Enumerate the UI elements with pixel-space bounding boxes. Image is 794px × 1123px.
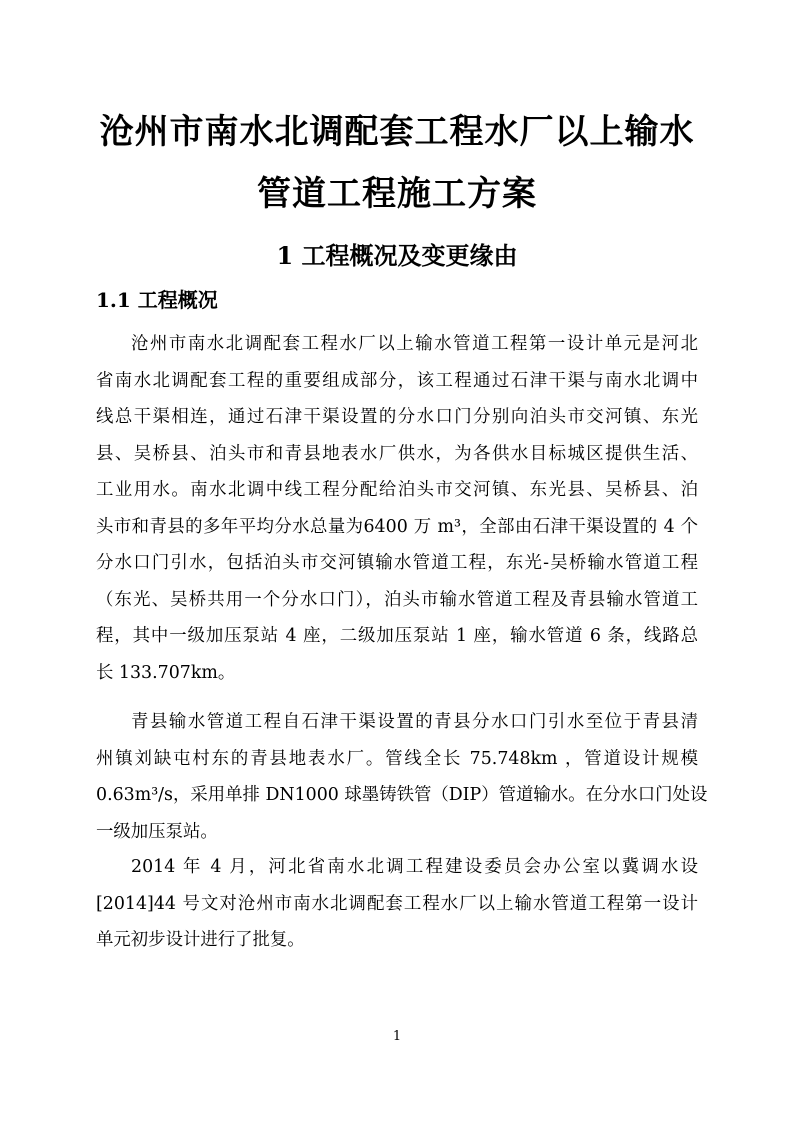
- paragraph-line: 青县输水管道工程自石津干渠设置的青县分水口门引水至位于青县清: [131, 712, 698, 732]
- paragraph-approval: [96, 849, 698, 959]
- paragraph-line: 线总干渠相连，通过石津干渠设置的分水口门分别向泊头市交河镇、东光: [96, 407, 698, 427]
- paragraph-line: 2014 年 4 月，河北省南水北调工程建设委员会办公室以冀调水设: [131, 857, 698, 877]
- paragraph-line: 省南水北调配套工程的重要组成部分，该工程通过石津干渠与南水北调中: [96, 370, 698, 391]
- paragraph-line: 长 133.707km。: [96, 662, 236, 683]
- section-heading: 1 工程概况及变更缘由: [276, 241, 518, 270]
- document-title-line-1: 沧州市南水北调配套工程水厂以上输水: [99, 112, 695, 152]
- paragraph-line: 县、吴桥县、泊头市和青县地表水厂供水，为各供水目标城区提供生活、: [96, 443, 698, 464]
- paragraph-line: 分水口门引水，包括泊头市交河镇输水管道工程，东光-吴桥输水管道工程: [96, 553, 698, 573]
- paragraph-line: [2014]44 号文对沧州市南水北调配套工程水厂以上输水管道工程第一设计: [96, 893, 698, 914]
- paragraph-line: 单元初步设计进行了批复。: [96, 930, 305, 950]
- paragraph-line: （东光、吴桥共用一个分水口门），泊头市输水管道工程及青县输水管道工: [96, 589, 698, 610]
- paragraph-line: 一级加压泵站。: [96, 821, 218, 842]
- paragraph-qingxian-pipeline: [96, 704, 708, 850]
- paragraph-line: 头市和青县的多年平均分水总量为6400 万 m³，全部由石津干渠设置的 4 个: [96, 516, 698, 537]
- paragraph-line: 程，其中一级加压泵站 4 座，二级加压泵站 1 座，输水管道 6 条，线路总: [96, 626, 698, 646]
- paragraph-line: 0.63m³/s，采用单排 DN1000 球墨铸铁管（DIP）管道输水。在分水口门处设: [96, 785, 708, 805]
- page-number: 1: [392, 1029, 402, 1044]
- paragraph-line: 工业用水。南水北调中线工程分配给泊头市交河镇、东光县、吴桥县、泊: [96, 480, 698, 500]
- paragraph-overview: [96, 326, 698, 691]
- paragraph-line: 州镇刘缺屯村东的青县地表水厂。管线全长 75.748km ，管道设计规模: [96, 748, 698, 769]
- document-title-line-2: 管道工程施工方案: [257, 174, 537, 214]
- paragraph-line: 沧州市南水北调配套工程水厂以上输水管道工程第一设计单元是河北: [131, 334, 698, 354]
- subsection-heading: 1.1 工程概况: [96, 288, 218, 312]
